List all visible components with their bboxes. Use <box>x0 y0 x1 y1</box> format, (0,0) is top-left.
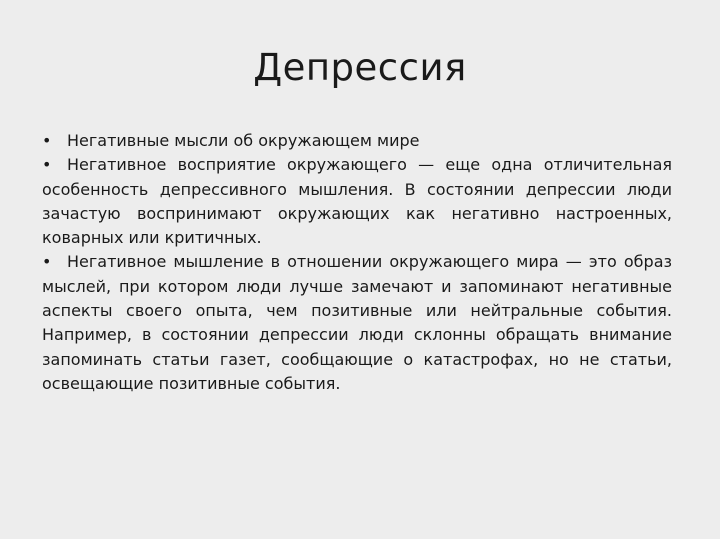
bullet-item-2 <box>42 153 672 250</box>
slide-title: Депрессия <box>253 46 467 89</box>
bullet-marker: • <box>42 252 52 272</box>
bullet-item-1 <box>42 129 672 153</box>
bullet-text-2: Негативное восприятие окружающего — еще одна отличительная особенность депрессивного мышления. В состоянии депрессии люди зачастую воспринимают окружающих как негативно настроенных, коварных или критичных. <box>42 155 672 248</box>
bullet-marker: • <box>42 155 52 175</box>
bullet-item-3 <box>42 250 672 396</box>
slide-content <box>42 129 672 396</box>
bullet-text-3: Негативное мышление в отношении окружающего мира — это образ мыслей, при котором люди лучше замечают и запоминают негативные аспекты своего опыта, чем позитивные или нейтральные события. Например, в состоянии депрессии люди склонны обращать внимание запоминать статьи газет, сообщающие о катастрофах, но не статьи, освещающие позитивные события. <box>42 252 672 393</box>
bullet-text-1: Негативные мысли об окружающем мире <box>67 131 420 150</box>
bullet-marker: • <box>42 131 52 150</box>
